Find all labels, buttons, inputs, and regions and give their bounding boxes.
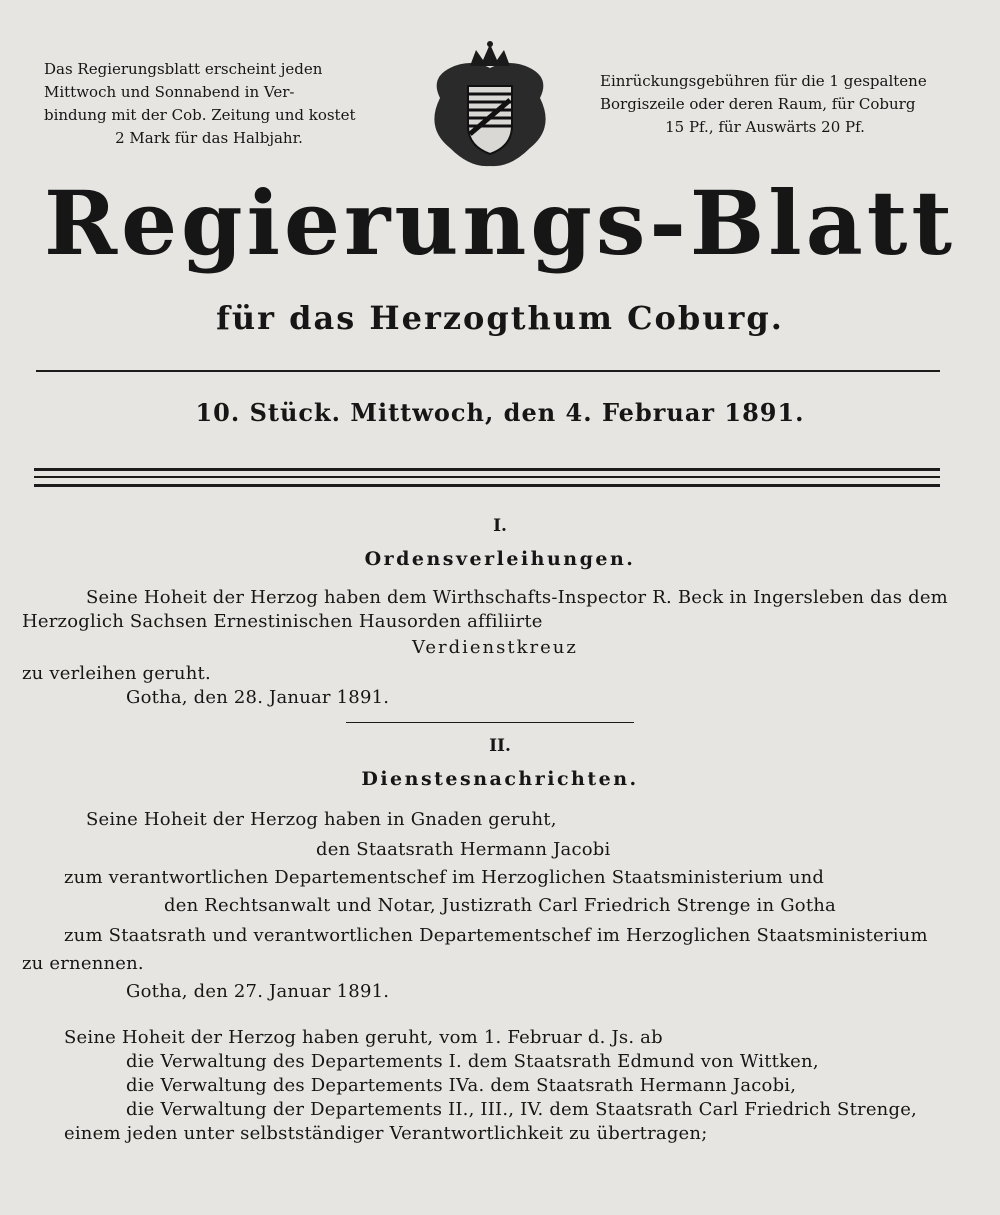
coat-of-arms-icon: [420, 38, 560, 178]
masthead-title: Regierungs-Blatt: [43, 171, 957, 275]
subscription-line-2: Mittwoch und Sonnabend in Ver-: [44, 83, 295, 101]
subscription-notice: [44, 58, 374, 150]
divider: [346, 722, 634, 723]
paragraph-line: den Rechtsanwalt und Notar, Justizrath Carl Friedrich Strenge in Gotha: [164, 895, 836, 916]
divider: [34, 484, 940, 487]
subscription-line-3: bindung mit der Cob. Zeitung und kostet: [44, 106, 356, 124]
paragraph-line: Seine Hoheit der Herzog haben geruht, vom 1. Februar d. Js. ab: [64, 1027, 663, 1048]
rates-line-3: 15 Pf., für Auswärts 20 Pf.: [665, 118, 865, 136]
paragraph-line: Seine Hoheit der Herzog haben dem Wirthschafts-Inspector R. Beck in Ingersleben das dem: [86, 587, 948, 608]
subscription-line-4: 2 Mark für das Halbjahr.: [115, 129, 303, 147]
divider: [34, 468, 940, 471]
divider: [34, 476, 940, 478]
section-number: I.: [493, 516, 507, 536]
decoration-name: Verdienstkreuz: [412, 637, 578, 658]
section-heading: Dienstesnachrichten.: [361, 768, 639, 790]
rates-line-2: Borgiszeile oder deren Raum, für Coburg: [600, 95, 916, 113]
rates-line-1: Einrückungsgebühren für die 1 gespaltene: [600, 72, 927, 90]
paragraph-line: zu ernennen.: [22, 953, 144, 974]
subscription-line-1: Das Regierungsblatt erscheint jeden: [44, 60, 323, 78]
paragraph-line: zum verantwortlichen Departementschef im Herzoglichen Staatsministerium und: [64, 867, 825, 888]
paragraph-line: Herzoglich Sachsen Ernestinischen Hausorden affiliirte: [22, 611, 543, 632]
paragraph-line: zu verleihen geruht.: [22, 663, 211, 684]
paragraph-line: die Verwaltung der Departements II., III., IV. dem Staatsrath Carl Friedrich Strenge,: [126, 1099, 917, 1120]
divider: [36, 370, 940, 372]
paragraph-line: Seine Hoheit der Herzog haben in Gnaden geruht,: [86, 809, 557, 830]
dateline: Gotha, den 27. Januar 1891.: [126, 981, 390, 1002]
paragraph-line: zum Staatsrath und verantwortlichen Departementschef im Herzoglichen Staatsministerium: [64, 925, 928, 946]
paragraph-line: einem jeden unter selbstständiger Verantwortlichkeit zu übertragen;: [64, 1123, 708, 1144]
section-number: II.: [489, 736, 511, 756]
paragraph-line: den Staatsrath Hermann Jacobi: [316, 839, 611, 860]
dateline: Gotha, den 28. Januar 1891.: [126, 687, 390, 708]
section-heading: Ordensverleihungen.: [364, 548, 636, 570]
advertising-rates: [600, 70, 930, 139]
paragraph-line: die Verwaltung des Departements IVa. dem Staatsrath Hermann Jacobi,: [126, 1075, 797, 1096]
masthead-subtitle: für das Herzogthum Coburg.: [216, 299, 784, 337]
issue-line: 10. Stück. Mittwoch, den 4. Februar 1891.: [195, 398, 805, 427]
paragraph-line: die Verwaltung des Departements I. dem Staatsrath Edmund von Wittken,: [126, 1051, 819, 1072]
